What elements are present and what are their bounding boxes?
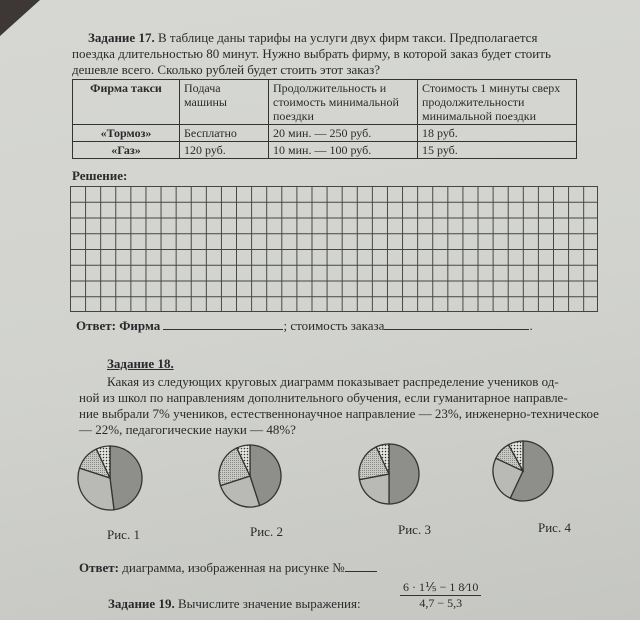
- task17-text: поездка длительностью 80 минут. Нужно выбрать фирму, в которой заказ будет стоить: [72, 46, 551, 61]
- pie-label-4: Рис. 4: [538, 520, 571, 535]
- table-cell: Бесплатно: [180, 125, 269, 142]
- table-cell: 15 руб.: [418, 142, 577, 159]
- table-header: Подача машины: [180, 80, 269, 125]
- table-cell: «Тормоз»: [73, 125, 180, 142]
- pie-label-2: Рис. 2: [250, 524, 283, 539]
- task18-title: Задание 18.: [107, 356, 174, 371]
- task18-text: ние выбрали 7% учеников, естественнонаучное направление — 23%, инженерно-техническое: [79, 406, 599, 421]
- task17-text: дешевле всего. Сколько рублей будет стоить этот заказ?: [72, 62, 381, 77]
- table-cell: «Газ»: [73, 142, 180, 159]
- table-cell: 20 мин. — 250 руб.: [269, 125, 418, 142]
- table-header: Фирма такси: [73, 80, 180, 125]
- task17-text: В таблице даны тарифы на услуги двух фирм такси. Предполагается: [157, 30, 538, 45]
- period: .: [529, 318, 533, 333]
- pie-label-3: Рис. 3: [398, 522, 431, 537]
- answer-label: Ответ:: [79, 560, 120, 575]
- pie-1-slice-1: [110, 446, 142, 510]
- denominator: 4,7 − 5,3: [419, 596, 463, 610]
- task17-title: Задание 17.: [88, 30, 155, 45]
- numerator: 6 · 1⅕ − 1 8⁄10: [400, 580, 481, 596]
- task19-text: Вычислите значение выражения:: [177, 596, 361, 611]
- table-header: Стоимость 1 минуты сверх продолжительности минимальной поездки: [418, 80, 577, 125]
- task19-line: [108, 596, 361, 612]
- task18-text: — 22%, педагогические науки — 48%?: [79, 422, 296, 437]
- table-cell: 10 мин. — 100 руб.: [269, 142, 418, 159]
- answer-text: диаграмма, изображенная на рисунке №: [122, 560, 345, 575]
- task19-title: Задание 19.: [108, 596, 175, 611]
- task18-answer: [79, 560, 377, 576]
- figure-answer-blank[interactable]: [345, 571, 377, 572]
- table-header: Продолжительность и стоимость минимальной поездки: [269, 80, 418, 125]
- answer-label: Ответ: Фирма: [76, 318, 161, 333]
- pie-3-slice-1: [389, 444, 419, 504]
- task18-text: ной из школ по направлениям дополнительного обучения, если гуманитарное направле-: [79, 390, 568, 405]
- table-cell: 18 руб.: [418, 125, 577, 142]
- cost-label: ; стоимость заказа: [283, 318, 385, 333]
- solution-label: Решение:: [72, 168, 128, 183]
- expression-fraction: [400, 580, 481, 611]
- table-cell: 120 руб.: [180, 142, 269, 159]
- pie-label-1: Рис. 1: [107, 527, 140, 542]
- task18-text: Какая из следующих круговых диаграмм показывает распределение учеников од-: [107, 374, 559, 389]
